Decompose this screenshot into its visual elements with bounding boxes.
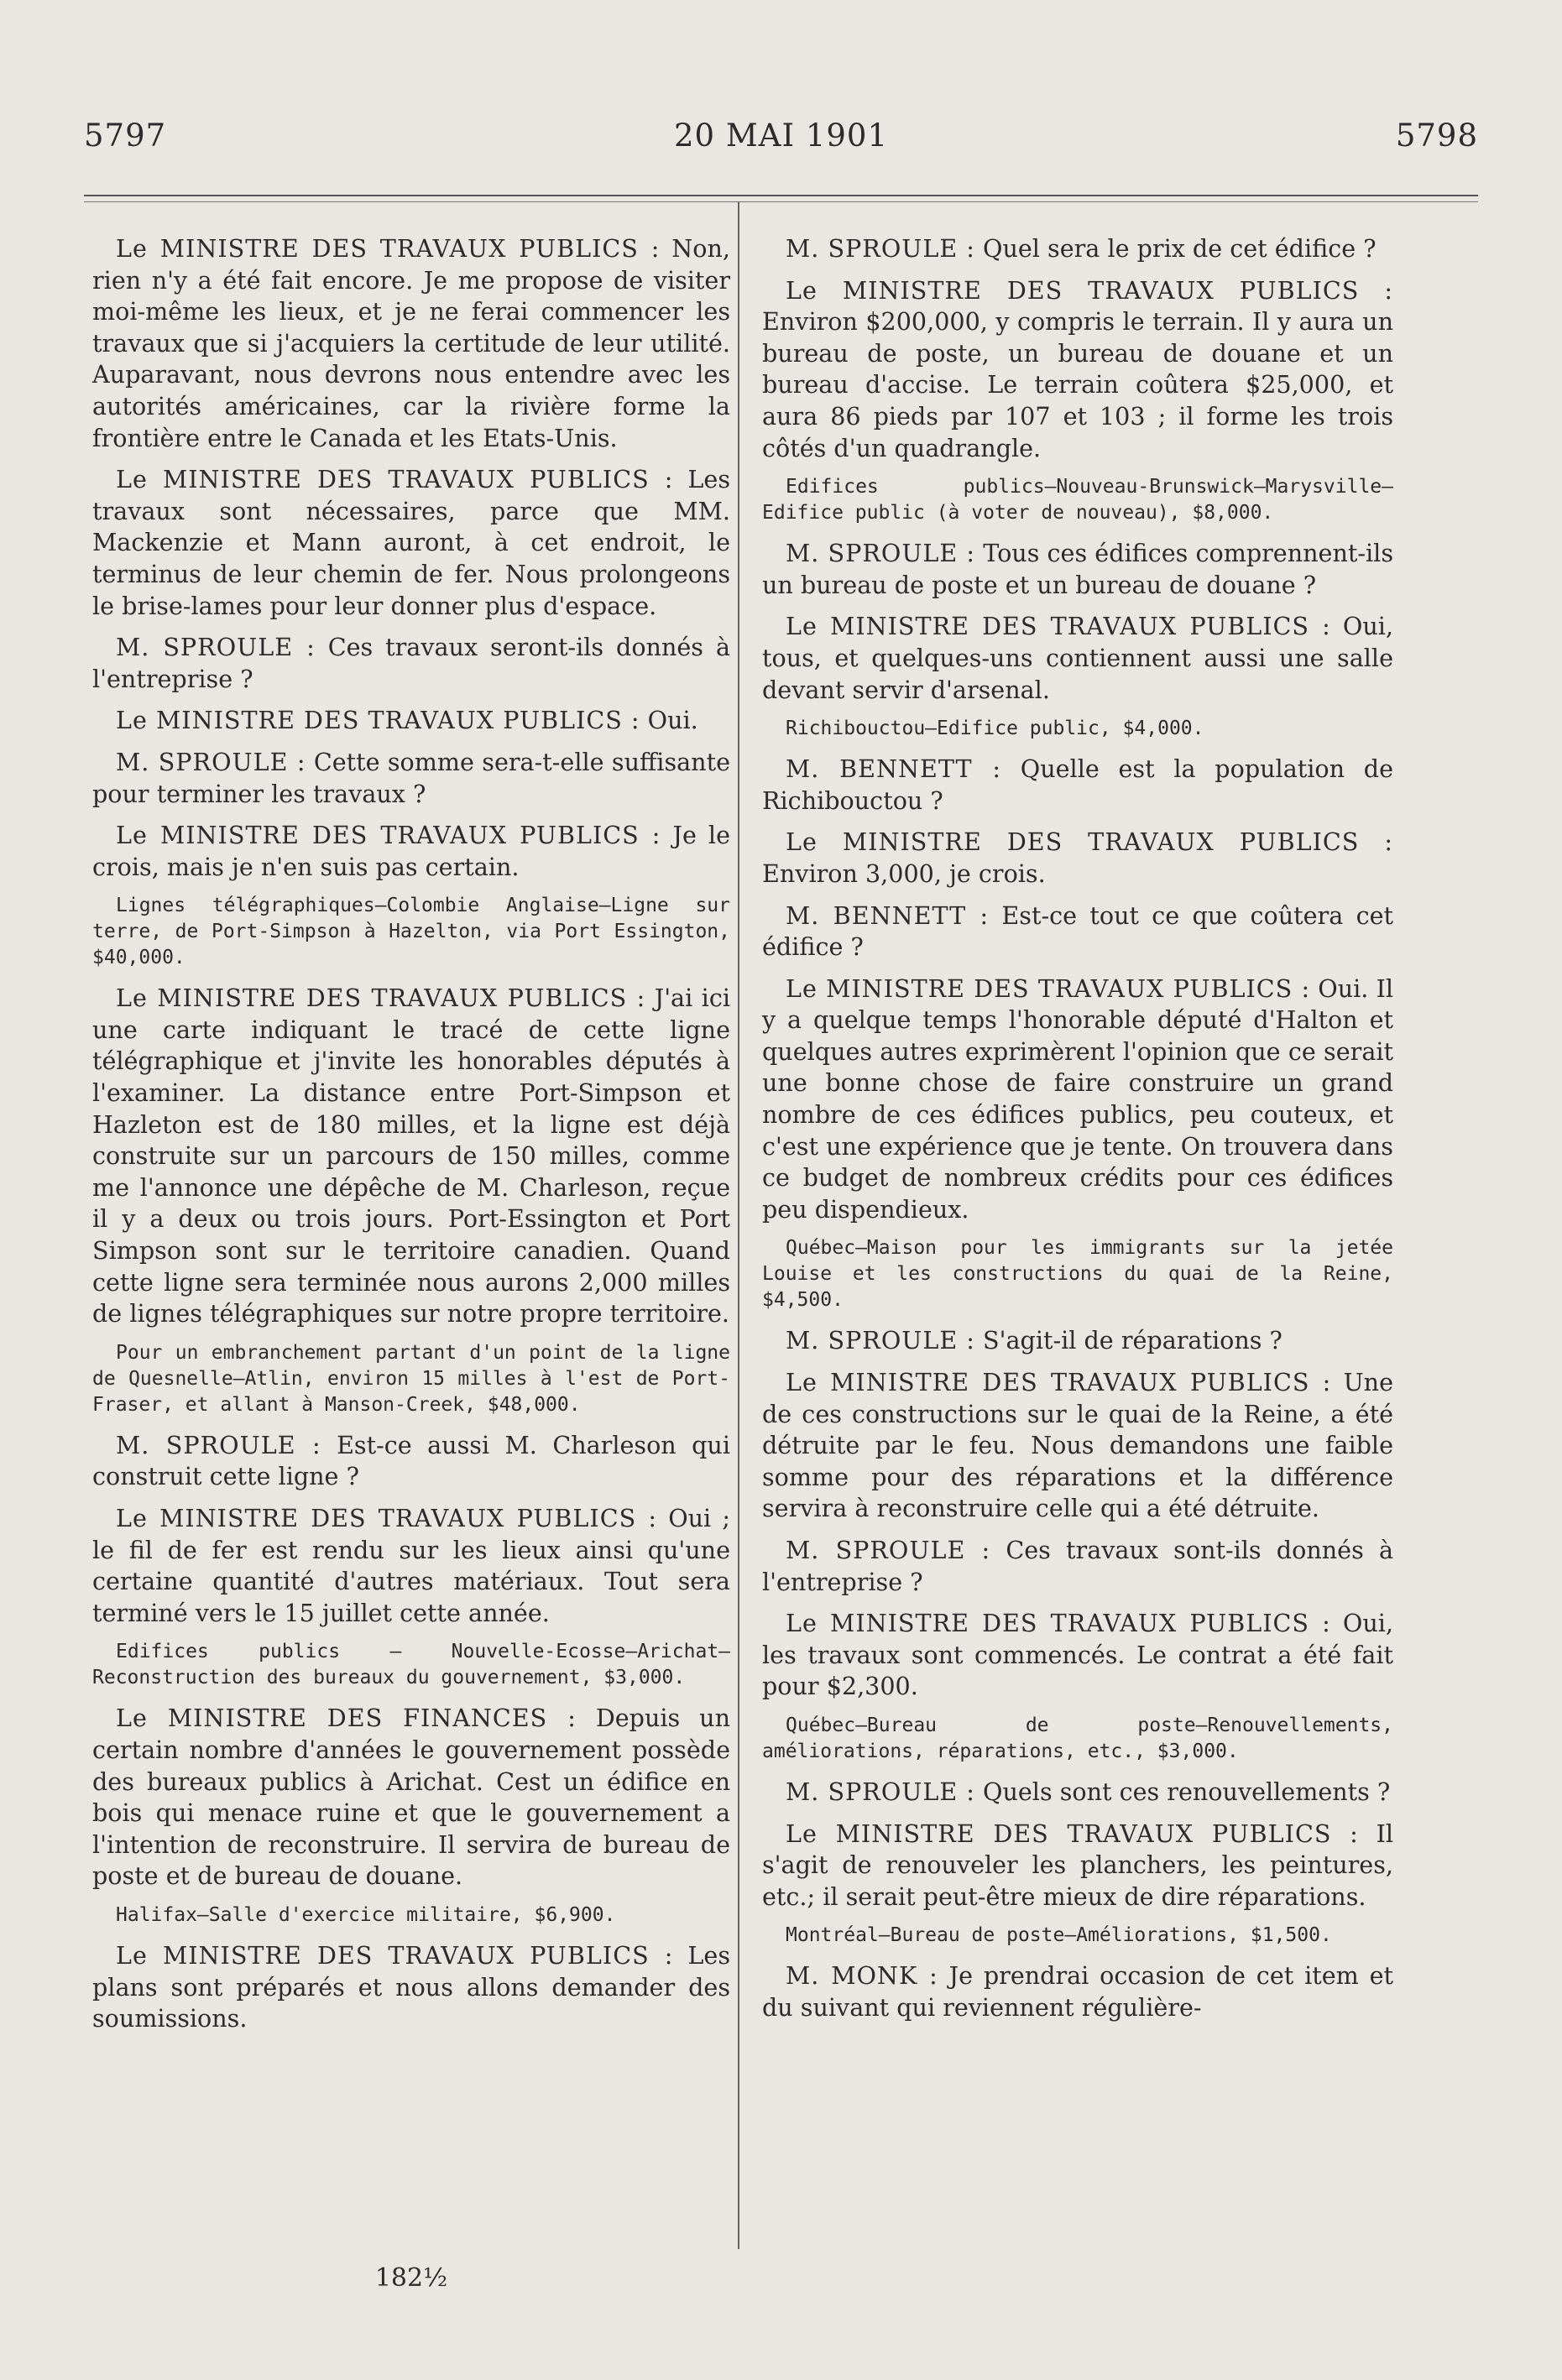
speech-paragraph	[762, 1535, 1393, 1598]
speech-text: Il s'agit de renouveler les planchers, les peintures, etc.; il serait peut-être mieux de dire réparations.	[762, 1819, 1394, 1911]
speaker-name: M. SPROULE :	[116, 1430, 321, 1459]
speaker-name: M. BENNETT :	[786, 900, 990, 930]
speech-text: Oui. Il y a quelque temps l'honorable député d'Halton et quelques autres exprimèrent l'opinion que ce serait une bonne chose de faire construire un grand nombre de ces édifices publics, peu couteux, et c'est une expérience que je tente. On trouvera dans ce budget de nombreux crédits pour ces édifices peu dispendieux.	[762, 973, 1394, 1224]
speech-paragraph	[762, 900, 1393, 963]
speech-text: Environ $200,000, y compris le terrain. Il y aura un bureau de poste, un bureau de douane et un bureau d'accise. Le terrain coûtera $25,000, et aura 86 pieds par 107 et 103 ; il forme les trois côtés d'un quadrangle.	[762, 307, 1393, 462]
estimate-item: Montréal—Bureau de poste—Améliorations, $1,500.	[786, 1924, 1332, 1947]
estimate-item: Richibouctou—Edifice public, $4,000.	[786, 718, 1204, 740]
speech-text: J'ai ici une carte indiquant le tracé de cette ligne télégraphique et j'invite les honorables députés à l'examiner. La distance entre Port-Simpson et Hazleton est de 180 milles, et la ligne est déjà construite sur un parcours de 150 milles, comme me l'annonce une dépêche de M. Charleson, reçue il y a deux ou trois jours. Port-Essington et Port Simpson sont sur le territoire canadien. Quand cette ligne sera terminée nous aurons 2,000 milles de lignes télégraphiques sur notre propre territoire.	[92, 984, 730, 1328]
page-number-left: 5797	[84, 117, 167, 154]
estimate-item: Pour un embranchement partant d'un point de la ligne de Quesnelle—Atlin, environ 15 milles à l'est de Port-Fraser, et allant à Manson-Creek, $48,000.	[92, 1341, 730, 1416]
column-divider	[738, 201, 739, 2249]
speech-text: Oui.	[647, 706, 698, 735]
estimate-item: Québec—Maison pour les immigrants sur la jetée Louise et les constructions du quai de la Reine, $4,500.	[762, 1237, 1393, 1312]
speech-text: Depuis un certain nombre d'années le gouvernement possède des bureaux publics à Arichat. Cest un édifice en bois qui menace ruine et que le gouvernement a l'intention de reconstruire. Il servira de bureau de poste et de bureau de douane.	[92, 1704, 730, 1891]
page-number-right: 5798	[1395, 117, 1478, 154]
estimate-item: Halifax—Salle d'exercice militaire, $6,900.	[116, 1903, 616, 1926]
speech-text: Oui, tous, et quelques-uns contiennent aussi une salle devant servir d'arsenal.	[762, 612, 1394, 704]
speaker-name: Le MINISTRE DES TRAVAUX PUBLICS :	[786, 1819, 1359, 1848]
estimate-item: Edifices publics — Nouvelle-Ecosse—Arichat—Reconstruction des bureaux du gouvernement, $3,000.	[92, 1641, 730, 1689]
speech-text: Environ 3,000, je crois.	[762, 859, 1046, 888]
speech-paragraph	[762, 1819, 1393, 1913]
speech-paragraph	[762, 1960, 1393, 2023]
speaker-name: M. SPROULE :	[786, 539, 976, 568]
page-header	[84, 117, 1478, 168]
speech-text: Oui ; le fil de fer est rendu sur les lieux ainsi qu'une certaine quantité d'autres matériaux. Tout sera terminé vers le 15 juillet cette année.	[92, 1504, 730, 1627]
speech-paragraph	[762, 754, 1393, 817]
speech-paragraph	[92, 632, 730, 695]
speech-text: Ces travaux seront-ils donnés à l'entreprise ?	[92, 633, 730, 693]
speech-paragraph	[92, 747, 730, 810]
left-column	[92, 233, 730, 2045]
speaker-name: Le MINISTRE DES TRAVAUX PUBLICS :	[116, 465, 674, 494]
speaker-name: M. SPROULE :	[116, 633, 316, 662]
speaker-name: Le MINISTRE DES TRAVAUX PUBLICS :	[786, 275, 1393, 305]
speech-text: Quelle est la population de Richibouctou ?	[762, 754, 1393, 815]
speaker-name: Le MINISTRE DES TRAVAUX PUBLICS :	[116, 1504, 657, 1532]
right-column	[762, 233, 1393, 2034]
speech-text: Quels sont ces renouvellements ?	[983, 1777, 1391, 1806]
speech-paragraph	[92, 1430, 730, 1493]
speech-text: Quel sera le prix de cet édifice ?	[983, 234, 1377, 263]
speaker-name: M. SPROULE :	[116, 747, 306, 776]
speech-text: Non, rien n'y a été fait encore. Je me propose de visiter moi-même les lieux, et je ne ferai commencer les travaux que si j'acquiers la certitude de leur utilité. Auparavant, nous devrons nous entendre avec les autorités américaines, car la rivière forme la frontière entre le Canada et les Etats-Unis.	[92, 234, 730, 452]
speaker-name: Le MINISTRE DES TRAVAUX PUBLICS :	[786, 973, 1311, 1003]
speech-paragraph	[92, 464, 730, 622]
speaker-name: M. SPROULE :	[786, 1777, 975, 1806]
speech-paragraph	[762, 1325, 1393, 1357]
page-date: 20 MAI 1901	[674, 117, 888, 154]
speaker-name: M. SPROULE :	[786, 1326, 975, 1355]
speaker-name: Le MINISTRE DES TRAVAUX PUBLICS :	[786, 1368, 1332, 1397]
signature-mark: 182½	[374, 2263, 448, 2293]
speaker-name: M. MONK :	[786, 1961, 938, 1991]
header-rule	[84, 195, 1478, 196]
speech-paragraph	[762, 538, 1393, 601]
speech-text: S'agit-il de réparations ?	[983, 1326, 1283, 1355]
speaker-name: Le MINISTRE DES TRAVAUX PUBLICS :	[116, 821, 661, 850]
speech-text: Tous ces édifices comprennent-ils un bureau de poste et un bureau de douane ?	[762, 539, 1394, 599]
speaker-name: M. BENNETT :	[786, 754, 1001, 784]
speaker-name: Le MINISTRE DES TRAVAUX PUBLICS :	[786, 612, 1331, 641]
speech-text: Cette somme sera-t-elle suffisante pour terminer les travaux ?	[92, 747, 730, 808]
speech-text: Une de ces constructions sur le quai de la Reine, a été détruite par le feu. Nous demandons une faible somme pour des réparations et la différence servira à reconstruire celle qui a été détruite.	[762, 1368, 1394, 1523]
speech-paragraph	[92, 1703, 730, 1892]
speech-text: Est-ce aussi M. Charleson qui construit cette ligne ?	[92, 1430, 730, 1491]
header-rule-thin	[84, 201, 1478, 202]
speech-paragraph	[762, 611, 1393, 706]
speech-paragraph	[92, 233, 730, 454]
speech-paragraph	[762, 973, 1393, 1226]
speaker-name: Le MINISTRE DES FINANCES :	[116, 1704, 577, 1733]
speaker-name: Le MINISTRE DES TRAVAUX PUBLICS :	[786, 1609, 1331, 1638]
speaker-name: Le MINISTRE DES TRAVAUX PUBLICS :	[786, 827, 1393, 857]
speech-text: Les plans sont préparés et nous allons demander des soumissions.	[92, 1940, 731, 2033]
speech-text: Je le crois, mais je n'en suis pas certain.	[92, 821, 730, 881]
speech-paragraph	[762, 827, 1393, 890]
speech-text: Est-ce tout ce que coûtera cet édifice ?	[762, 900, 1394, 962]
speech-paragraph	[92, 820, 730, 883]
speech-paragraph	[92, 983, 730, 1330]
speech-paragraph	[762, 1367, 1393, 1525]
estimate-item: Edifices publics—Nouveau-Brunswick—Marysville—Edifice public (à voter de nouveau), $8,000.	[762, 476, 1393, 525]
speech-paragraph	[92, 1940, 730, 2035]
speech-text: Je prendrai occasion de cet item et du suivant qui reviennent régulière-	[762, 1961, 1393, 2022]
speaker-name: Le MINISTRE DES TRAVAUX PUBLICS :	[116, 234, 661, 263]
estimate-item: Québec—Bureau de poste—Renouvellements, améliorations, réparations, etc., $3,000.	[762, 1714, 1393, 1762]
speaker-name: M. SPROULE :	[786, 234, 975, 263]
speech-paragraph	[92, 1503, 730, 1629]
speaker-name: Le MINISTRE DES TRAVAUX PUBLICS :	[116, 706, 640, 735]
estimate-item: Lignes télégraphiques—Colombie Anglaise—Ligne sur terre, de Port-Simpson à Hazelton, via Port Essington, $40,000.	[92, 895, 730, 969]
speaker-name: Le MINISTRE DES TRAVAUX PUBLICS :	[116, 984, 646, 1013]
speaker-name: Le MINISTRE DES TRAVAUX PUBLICS :	[116, 1940, 674, 1970]
speech-paragraph	[92, 705, 730, 737]
speech-text: Les travaux sont nécessaires, parce que MM. Mackenzie et Mann auront, à cet endroit, le terminus de leur chemin de fer. Nous prolongeons le brise-lames pour leur donner plus d'espace.	[92, 465, 731, 620]
speech-paragraph	[762, 275, 1393, 465]
speech-paragraph	[762, 233, 1393, 265]
speech-text: Ces travaux sont-ils donnés à l'entreprise ?	[762, 1536, 1393, 1596]
speech-paragraph	[762, 1608, 1393, 1703]
speech-paragraph	[762, 1777, 1393, 1808]
speaker-name: M. SPROULE :	[786, 1536, 991, 1564]
speech-text: Oui, les travaux sont commencés. Le contrat a été fait pour $2,300.	[762, 1609, 1394, 1701]
